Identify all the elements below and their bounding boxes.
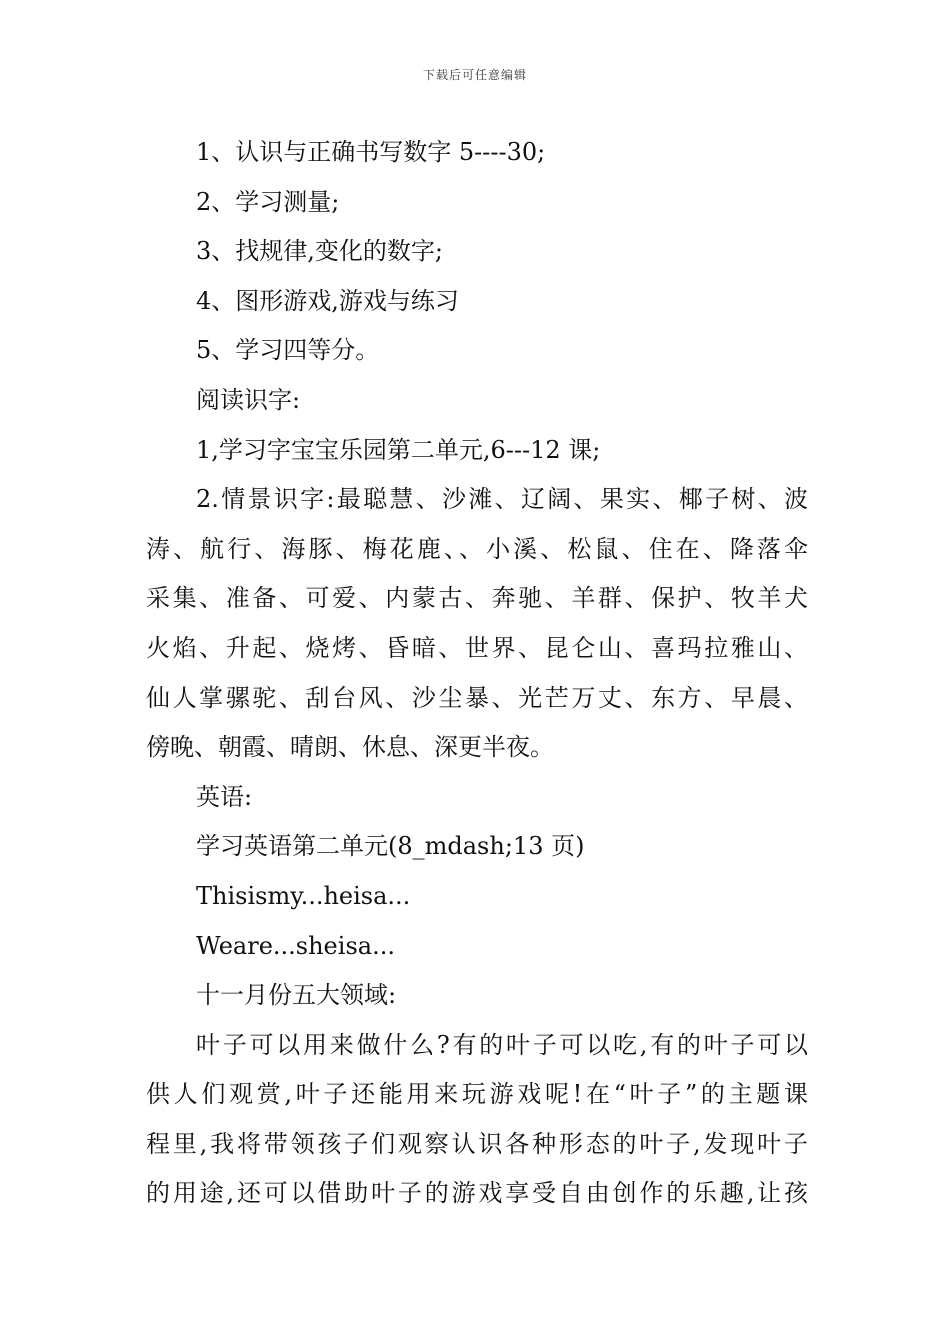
leaf-paragraph-line-1: 叶子可以用来做什么?有的叶子可以吃,有的叶子可以 [196, 1030, 808, 1059]
reading-heading: 阅读识字: [196, 385, 301, 414]
english-item-2: Thisismy...heisa... [196, 881, 411, 910]
reading-item-2-line-2: 涛、航行、海豚、梅花鹿、、小溪、松鼠、住在、降落伞 [146, 534, 808, 563]
english-item-1: 学习英语第二单元(8_mdash;13 页) [196, 832, 585, 861]
leaf-paragraph-line-2: 供人们观赏,叶子还能用来玩游戏呢!在“叶子”的主题课 [146, 1080, 808, 1109]
reading-item-2-line-5: 仙人掌骡驼、刮台风、沙尘暴、光芒万丈、东方、早晨、 [146, 683, 808, 712]
math-item-2: 2、学习测量; [196, 187, 340, 216]
reading-item-2-line-1: 2.情景识字:最聪慧、沙滩、辽阔、果实、椰子树、波 [196, 485, 808, 514]
math-item-3: 3、找规律,变化的数字; [196, 237, 443, 266]
november-heading: 十一月份五大领域: [196, 981, 397, 1010]
page-header: 下载后可任意编辑 [422, 68, 527, 82]
math-item-5: 5、学习四等分。 [196, 336, 380, 365]
leaf-paragraph-line-3: 程里,我将带领孩子们观察认识各种形态的叶子,发现叶子 [146, 1129, 808, 1158]
math-item-4: 4、图形游戏,游戏与练习 [196, 286, 459, 315]
reading-item-2-line-6: 傍晚、朝霞、晴朗、休息、深更半夜。 [146, 733, 554, 762]
english-item-3: Weare...sheisa... [196, 931, 395, 960]
leaf-paragraph-line-4: 的用途,还可以借助叶子的游戏享受自由创作的乐趣,让孩 [146, 1179, 808, 1208]
reading-item-2-line-4: 火焰、升起、烧烤、昏暗、世界、昆仑山、喜玛拉雅山、 [146, 633, 808, 662]
reading-item-1: 1,学习字宝宝乐园第二单元,6---12 课; [196, 435, 601, 464]
reading-item-2-line-3: 采集、准备、可爱、内蒙古、奔驰、羊群、保护、牧羊犬 [146, 584, 808, 613]
document-body [146, 128, 808, 1219]
math-item-1: 1、认识与正确书写数字 5----30; [196, 138, 546, 166]
english-heading: 英语: [196, 782, 253, 811]
